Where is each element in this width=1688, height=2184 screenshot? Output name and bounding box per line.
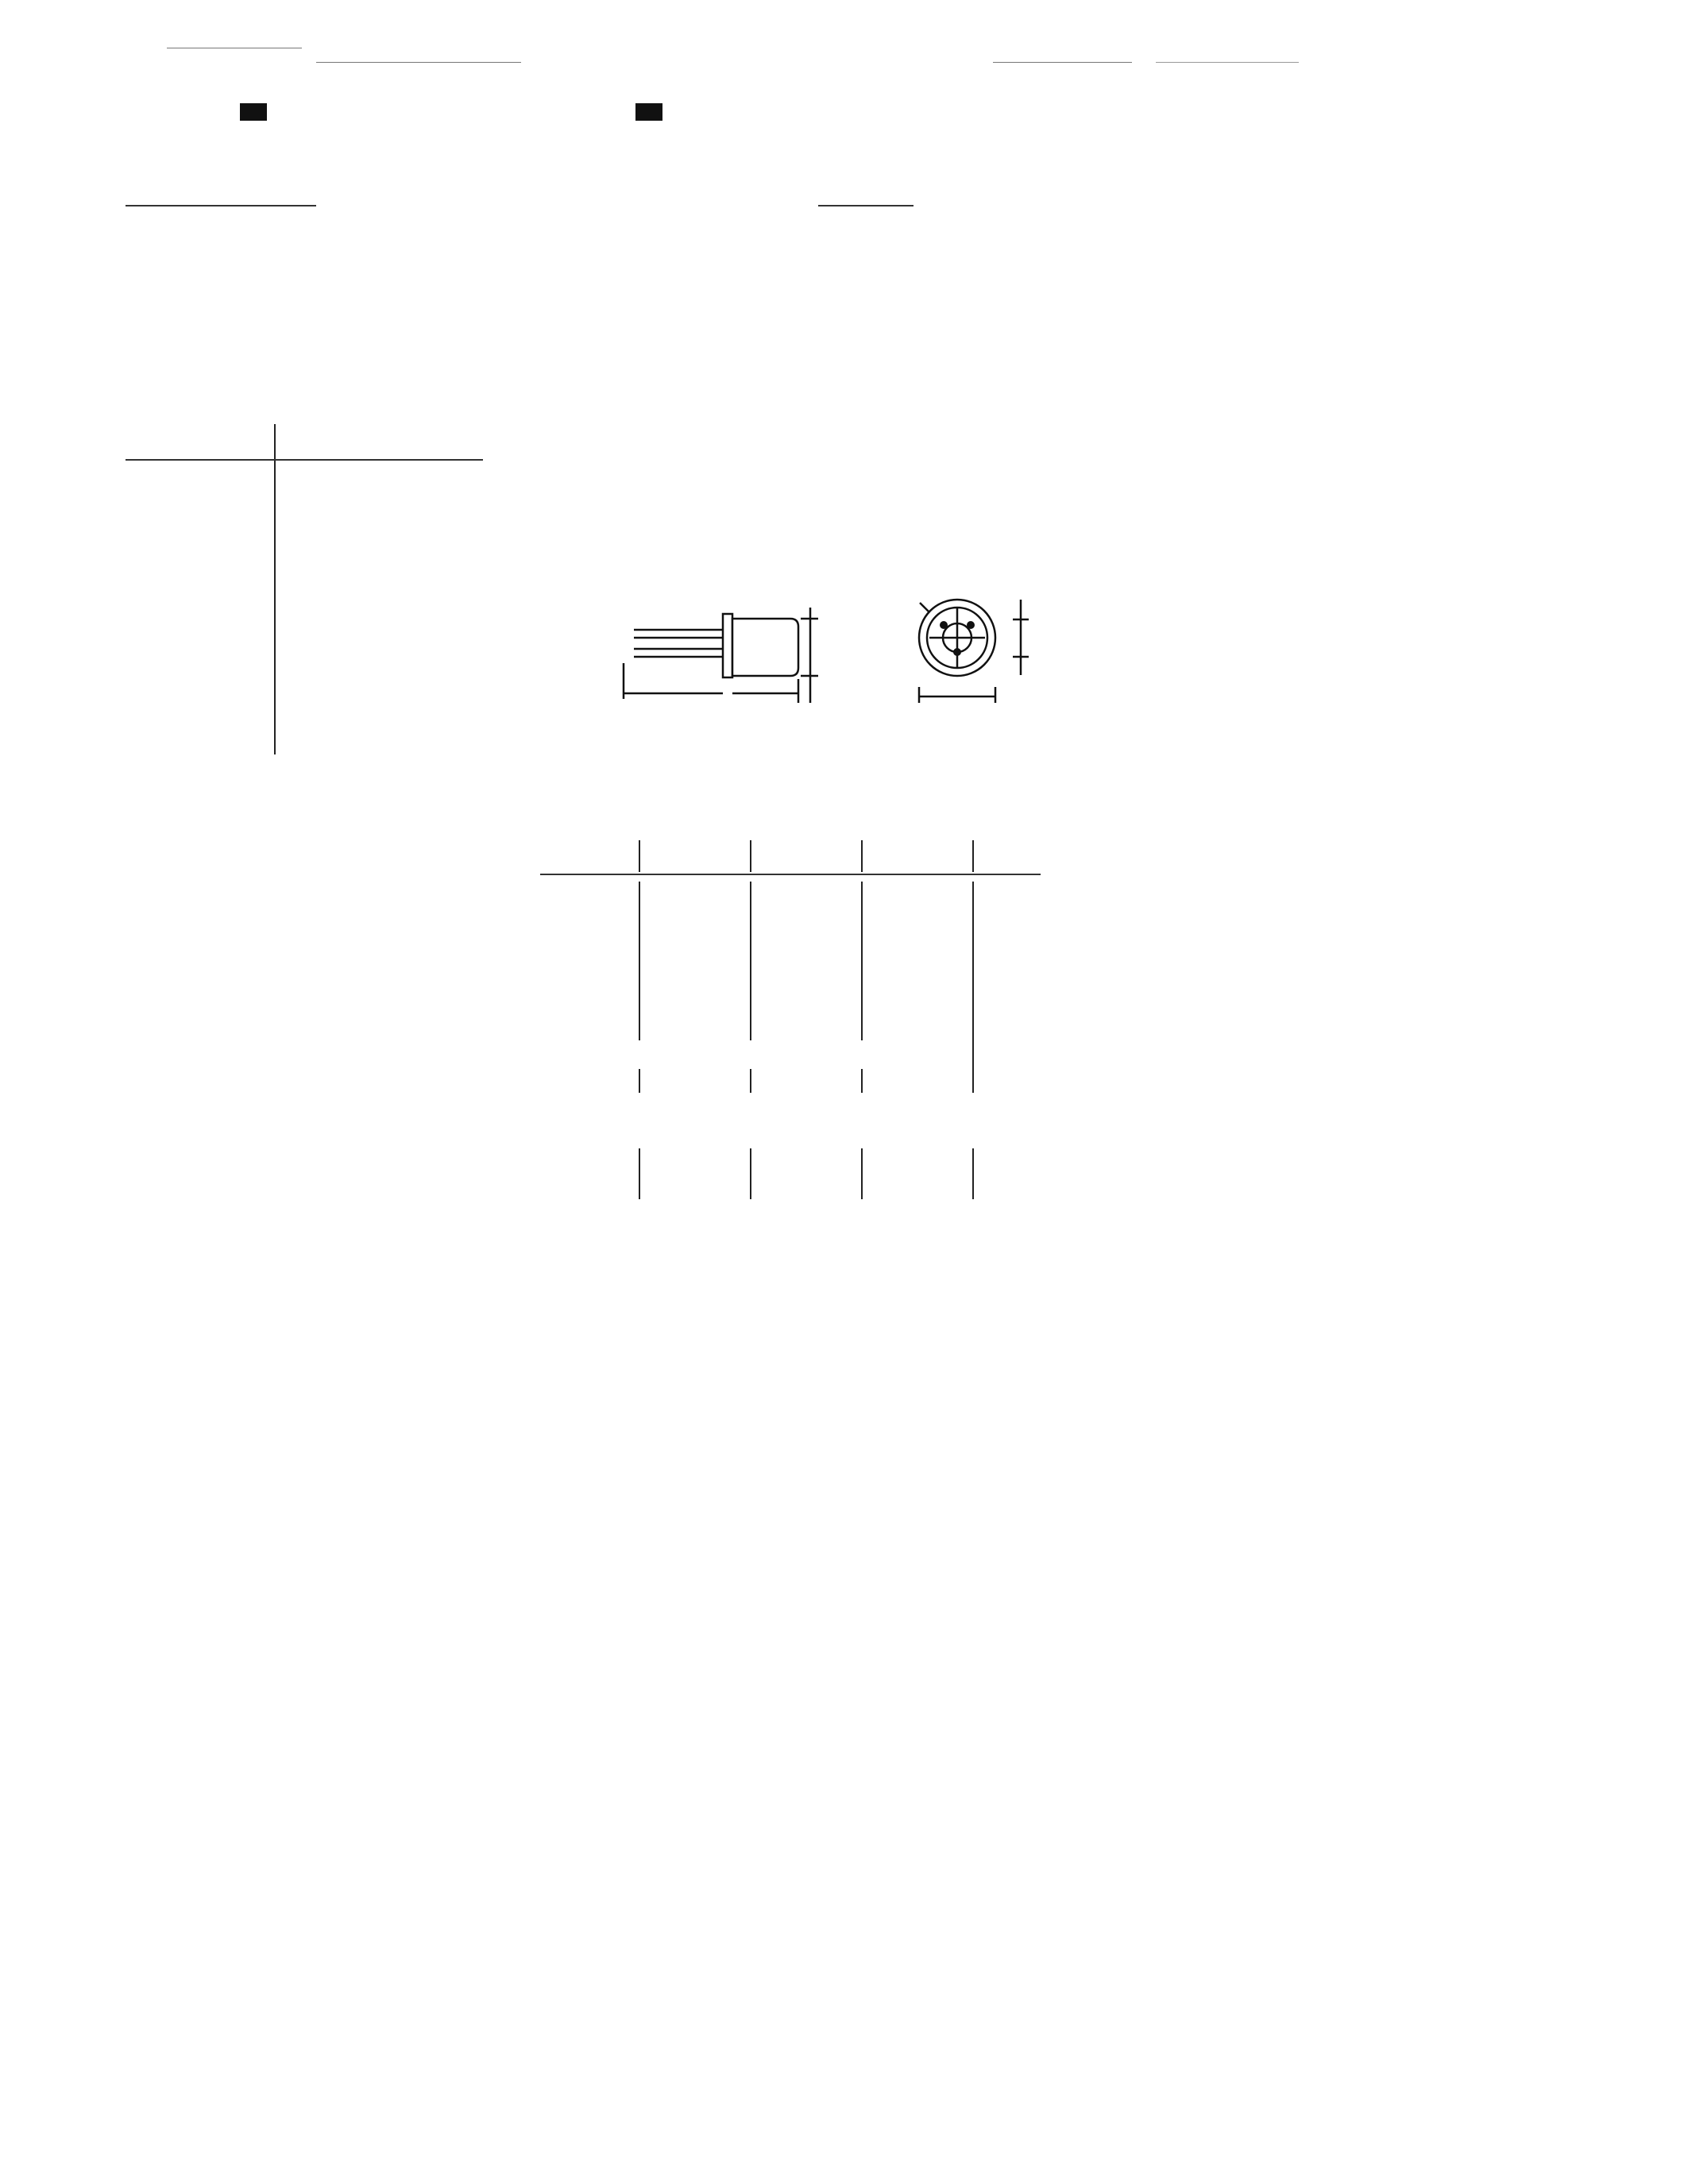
table-divider — [274, 424, 276, 754]
col-sep — [639, 882, 640, 1040]
col-sep — [750, 840, 751, 872]
col-sep — [972, 840, 974, 872]
col-sep — [972, 1148, 974, 1199]
rule — [126, 205, 316, 206]
col-sep — [639, 1069, 640, 1093]
col-sep — [861, 882, 863, 1040]
package-bottom-drawing — [906, 584, 1033, 711]
scan-line — [316, 62, 521, 63]
col-sep — [639, 1148, 640, 1199]
package-side-drawing — [620, 576, 850, 715]
col-sep — [861, 840, 863, 872]
table-header-rule — [126, 459, 483, 461]
col-sep — [972, 882, 974, 1093]
scan-line — [1156, 62, 1299, 63]
col-sep — [750, 1148, 751, 1199]
col-sep — [861, 1069, 863, 1093]
ratings-header-rule — [540, 874, 1041, 875]
col-sep — [750, 882, 751, 1040]
scan-line — [993, 62, 1132, 63]
col-sep — [861, 1148, 863, 1199]
rule — [818, 205, 914, 206]
col-sep — [750, 1069, 751, 1093]
black-bar — [635, 103, 662, 121]
col-sep — [639, 840, 640, 872]
black-bar — [240, 103, 267, 121]
